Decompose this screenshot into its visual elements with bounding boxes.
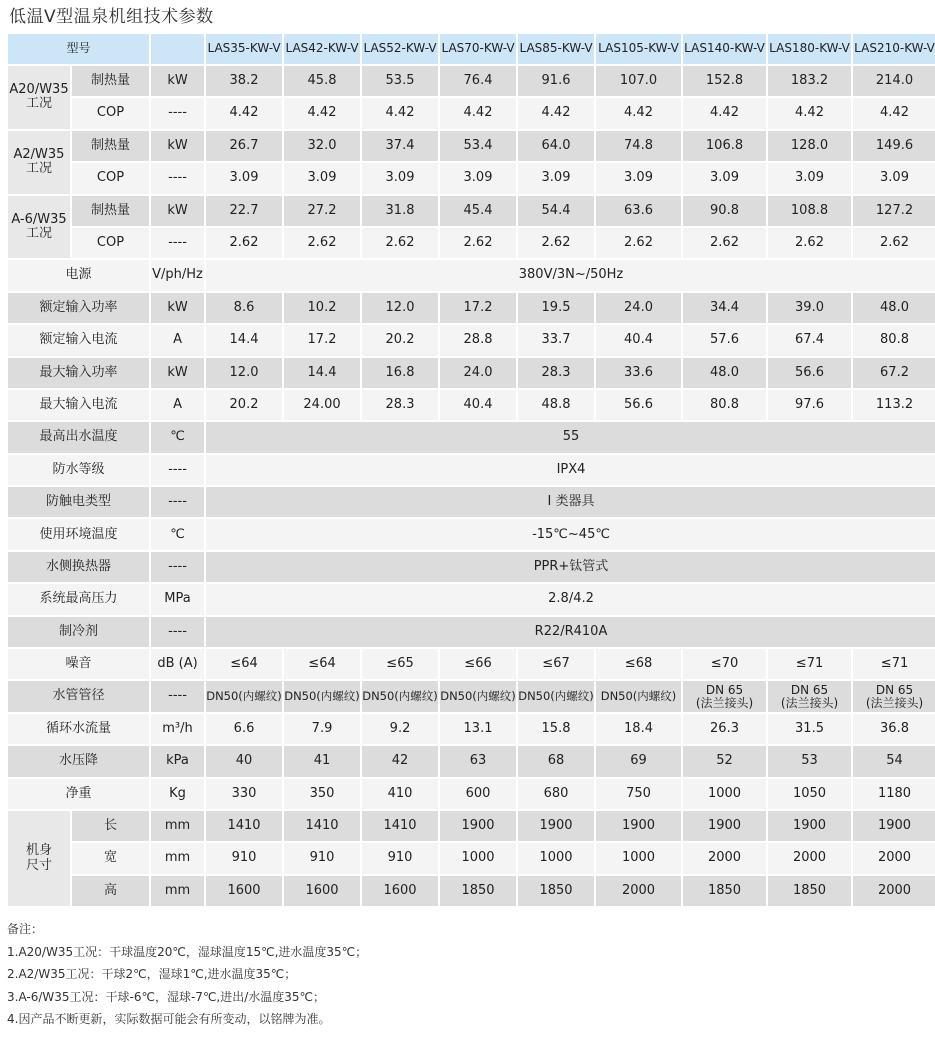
row-value: ≤66 bbox=[440, 649, 516, 679]
size-value: 1850 bbox=[518, 876, 594, 906]
size-unit: mm bbox=[151, 876, 204, 906]
size-value: 910 bbox=[206, 843, 282, 873]
note-2: 2.A2/W35工况：干球2℃，湿球1℃,进水温度35℃； bbox=[7, 967, 297, 981]
row-value: 18.4 bbox=[596, 714, 681, 744]
cop-value: 2.62 bbox=[362, 228, 438, 258]
heat-value: 27.2 bbox=[284, 196, 360, 226]
row-value: 13.1 bbox=[440, 714, 516, 744]
heat-label: 制热量 bbox=[72, 131, 149, 161]
max-power-row bbox=[8, 358, 935, 388]
row-value: 63 bbox=[440, 746, 516, 776]
heat-value: 106.8 bbox=[683, 131, 766, 161]
row-value: 67.4 bbox=[768, 325, 851, 355]
size-value: 1410 bbox=[362, 811, 438, 841]
condition-name: A2/W35 工况 bbox=[8, 131, 70, 194]
model-name: LAS70-KW-V bbox=[440, 34, 516, 64]
row-value: 33.6 bbox=[596, 358, 681, 388]
page-title: 低温V型温泉机组技术参数 bbox=[9, 7, 214, 27]
row-value: 53 bbox=[768, 746, 851, 776]
size-unit: mm bbox=[151, 843, 204, 873]
row-unit: Kg bbox=[151, 779, 204, 809]
row-value: 54 bbox=[853, 746, 935, 776]
row-value: 48.0 bbox=[683, 358, 766, 388]
heat-label: 制热量 bbox=[72, 66, 149, 96]
size-value: 1900 bbox=[853, 811, 935, 841]
cop-value: 3.09 bbox=[284, 163, 360, 193]
waterproof-row bbox=[8, 455, 935, 485]
row-value: 10.2 bbox=[284, 293, 360, 323]
size-value: 2000 bbox=[853, 843, 935, 873]
pressure-row bbox=[8, 584, 935, 614]
row-value: 113.2 bbox=[853, 390, 935, 420]
cop-value: 4.42 bbox=[440, 98, 516, 128]
row-value: ≤67 bbox=[518, 649, 594, 679]
row-label: 水侧换热器 bbox=[8, 552, 149, 582]
row-value: 67.2 bbox=[853, 358, 935, 388]
condition-heat-row bbox=[8, 66, 935, 96]
row-unit: ---- bbox=[151, 455, 204, 485]
heat-value: 53.5 bbox=[362, 66, 438, 96]
size-value: 1600 bbox=[362, 876, 438, 906]
row-label: 额定输入电流 bbox=[8, 325, 149, 355]
model-name: LAS35-KW-V bbox=[206, 34, 282, 64]
row-value: ≤71 bbox=[853, 649, 935, 679]
row-unit: ---- bbox=[151, 552, 204, 582]
cop-value: 2.62 bbox=[768, 228, 851, 258]
model-name: LAS85-KW-V bbox=[518, 34, 594, 64]
row-value: DN 65 (法兰接头) bbox=[853, 681, 935, 711]
size-value: 910 bbox=[362, 843, 438, 873]
heat-value: 32.0 bbox=[284, 131, 360, 161]
size-value: 1900 bbox=[518, 811, 594, 841]
row-label: 水管管径 bbox=[8, 681, 149, 711]
row-value: ≤65 bbox=[362, 649, 438, 679]
heat-value: 74.8 bbox=[596, 131, 681, 161]
row-value: 56.6 bbox=[768, 358, 851, 388]
model-header-label: 型号 bbox=[8, 34, 149, 64]
cop-value: 3.09 bbox=[440, 163, 516, 193]
row-label: 额定输入功率 bbox=[8, 293, 149, 323]
heat-label: 制热量 bbox=[72, 196, 149, 226]
row-value: 20.2 bbox=[362, 325, 438, 355]
heat-value: 183.2 bbox=[768, 66, 851, 96]
flow-row bbox=[8, 714, 935, 744]
cop-value: 2.62 bbox=[518, 228, 594, 258]
size-value: 1000 bbox=[440, 843, 516, 873]
row-value: 15.8 bbox=[518, 714, 594, 744]
cop-value: 3.09 bbox=[853, 163, 935, 193]
condition-name: A20/W35 工况 bbox=[8, 66, 70, 129]
pipe-row bbox=[8, 681, 935, 711]
size-value: 1900 bbox=[440, 811, 516, 841]
cop-value: 3.09 bbox=[206, 163, 282, 193]
row-value: 16.8 bbox=[362, 358, 438, 388]
model-name: LAS105-KW-V bbox=[596, 34, 681, 64]
row-value: 28.3 bbox=[518, 358, 594, 388]
heat-value: 26.7 bbox=[206, 131, 282, 161]
row-value: DN50(内螺纹) bbox=[206, 681, 282, 711]
row-unit: V/ph/Hz bbox=[151, 260, 204, 290]
row-label: 最高出水温度 bbox=[8, 422, 149, 452]
size-group-label: 机身 尺寸 bbox=[8, 811, 70, 906]
row-value: 350 bbox=[284, 779, 360, 809]
row-value: 48.8 bbox=[518, 390, 594, 420]
row-value: 52 bbox=[683, 746, 766, 776]
row-value: DN50(内螺纹) bbox=[596, 681, 681, 711]
row-value: 17.2 bbox=[440, 293, 516, 323]
row-unit: A bbox=[151, 390, 204, 420]
cop-label: COP bbox=[72, 98, 149, 128]
heat-value: 152.8 bbox=[683, 66, 766, 96]
row-value: 17.2 bbox=[284, 325, 360, 355]
size-value: 1000 bbox=[596, 843, 681, 873]
notes-title: 备注： bbox=[7, 922, 44, 936]
row-label: 制冷剂 bbox=[8, 617, 149, 647]
row-value: 55 bbox=[206, 422, 935, 452]
noise-row bbox=[8, 649, 935, 679]
row-value: 40.4 bbox=[596, 325, 681, 355]
size-value: 1900 bbox=[683, 811, 766, 841]
row-value: 56.6 bbox=[596, 390, 681, 420]
cop-label: COP bbox=[72, 163, 149, 193]
row-value: 69 bbox=[596, 746, 681, 776]
cop-value: 2.62 bbox=[440, 228, 516, 258]
heat-value: 149.6 bbox=[853, 131, 935, 161]
row-unit: ---- bbox=[151, 681, 204, 711]
row-value: 36.8 bbox=[853, 714, 935, 744]
condition-heat-row bbox=[8, 196, 935, 226]
row-value: 600 bbox=[440, 779, 516, 809]
row-value: 6.6 bbox=[206, 714, 282, 744]
size-label: 宽 bbox=[72, 843, 149, 873]
row-value: 34.4 bbox=[683, 293, 766, 323]
cop-value: 4.42 bbox=[768, 98, 851, 128]
cop-value: 2.62 bbox=[596, 228, 681, 258]
row-unit: ---- bbox=[151, 487, 204, 517]
cop-value: 4.42 bbox=[518, 98, 594, 128]
heat-value: 91.6 bbox=[518, 66, 594, 96]
row-value: 33.7 bbox=[518, 325, 594, 355]
size-value: 1600 bbox=[206, 876, 282, 906]
note-1: 1.A20/W35工况：干球温度20℃，湿球温度15℃,进水温度35℃； bbox=[7, 944, 368, 959]
size-value: 2000 bbox=[768, 843, 851, 873]
unit-header-cell bbox=[151, 34, 204, 64]
shock-row bbox=[8, 487, 935, 517]
row-value: 2.8/4.2 bbox=[206, 584, 935, 614]
row-value: 680 bbox=[518, 779, 594, 809]
row-value: 26.3 bbox=[683, 714, 766, 744]
heat-value: 64.0 bbox=[518, 131, 594, 161]
cop-value: 4.42 bbox=[362, 98, 438, 128]
cop-value: 2.62 bbox=[853, 228, 935, 258]
model-name: LAS140-KW-V bbox=[683, 34, 766, 64]
row-value: DN50(内螺纹) bbox=[518, 681, 594, 711]
row-value: 24.0 bbox=[440, 358, 516, 388]
note-3: 3.A-6/W35工况：干球-6℃，湿球-7℃,进出/水温度35℃； bbox=[7, 989, 326, 1004]
row-unit: kPa bbox=[151, 746, 204, 776]
exchanger-row bbox=[8, 552, 935, 582]
cop-unit: ---- bbox=[151, 163, 204, 193]
cop-value: 4.42 bbox=[596, 98, 681, 128]
heat-unit: kW bbox=[151, 131, 204, 161]
row-label: 噪音 bbox=[8, 649, 149, 679]
size-value: 1850 bbox=[768, 876, 851, 906]
notes bbox=[7, 918, 367, 1031]
size-value: 1900 bbox=[596, 811, 681, 841]
cop-value: 4.42 bbox=[206, 98, 282, 128]
row-value: ≤64 bbox=[206, 649, 282, 679]
condition-heat-row bbox=[8, 131, 935, 161]
row-unit: kW bbox=[151, 293, 204, 323]
heat-value: 128.0 bbox=[768, 131, 851, 161]
row-value: 24.0 bbox=[596, 293, 681, 323]
row-value: 97.6 bbox=[768, 390, 851, 420]
row-value: 20.2 bbox=[206, 390, 282, 420]
size-value: 1410 bbox=[206, 811, 282, 841]
heat-value: 127.2 bbox=[853, 196, 935, 226]
size-value: 1850 bbox=[440, 876, 516, 906]
condition-cop-row bbox=[8, 228, 935, 258]
heat-unit: kW bbox=[151, 196, 204, 226]
size-value: 1600 bbox=[284, 876, 360, 906]
cop-value: 4.42 bbox=[284, 98, 360, 128]
row-unit: dB (A) bbox=[151, 649, 204, 679]
rated-current-row bbox=[8, 325, 935, 355]
heat-value: 31.8 bbox=[362, 196, 438, 226]
cop-value: 3.09 bbox=[683, 163, 766, 193]
cop-value: 4.42 bbox=[683, 98, 766, 128]
spec-table bbox=[6, 32, 935, 908]
cop-value: 3.09 bbox=[518, 163, 594, 193]
heat-value: 38.2 bbox=[206, 66, 282, 96]
row-value: 57.6 bbox=[683, 325, 766, 355]
row-value: DN50(内螺纹) bbox=[284, 681, 360, 711]
row-value: 24.00 bbox=[284, 390, 360, 420]
row-label: 电源 bbox=[8, 260, 149, 290]
row-unit: ℃ bbox=[151, 422, 204, 452]
row-value: 1180 bbox=[853, 779, 935, 809]
cop-value: 4.42 bbox=[853, 98, 935, 128]
row-label: 系统最高压力 bbox=[8, 584, 149, 614]
model-name: LAS52-KW-V bbox=[362, 34, 438, 64]
row-value: 41 bbox=[284, 746, 360, 776]
row-unit: MPa bbox=[151, 584, 204, 614]
heat-value: 63.6 bbox=[596, 196, 681, 226]
row-value: 9.2 bbox=[362, 714, 438, 744]
row-value: DN50(内螺纹) bbox=[440, 681, 516, 711]
cop-value: 2.62 bbox=[683, 228, 766, 258]
condition-name: A-6/W35 工况 bbox=[8, 196, 70, 259]
row-label: 最大输入功率 bbox=[8, 358, 149, 388]
row-value: 80.8 bbox=[853, 325, 935, 355]
row-value: DN 65 (法兰接头) bbox=[683, 681, 766, 711]
row-value: 48.0 bbox=[853, 293, 935, 323]
cop-value: 2.62 bbox=[284, 228, 360, 258]
rated-power-row bbox=[8, 293, 935, 323]
heat-value: 37.4 bbox=[362, 131, 438, 161]
row-value: 14.4 bbox=[284, 358, 360, 388]
row-value: -15℃~45℃ bbox=[206, 519, 935, 549]
heat-unit: kW bbox=[151, 66, 204, 96]
size-row bbox=[8, 876, 935, 906]
row-value: R22/R410A bbox=[206, 617, 935, 647]
cop-label: COP bbox=[72, 228, 149, 258]
size-row bbox=[8, 811, 935, 841]
size-unit: mm bbox=[151, 811, 204, 841]
row-unit: ---- bbox=[151, 617, 204, 647]
row-label: 使用环境温度 bbox=[8, 519, 149, 549]
row-value: PPR+钛管式 bbox=[206, 552, 935, 582]
row-value: ≤64 bbox=[284, 649, 360, 679]
size-value: 2000 bbox=[853, 876, 935, 906]
row-value: 28.3 bbox=[362, 390, 438, 420]
heat-value: 214.0 bbox=[853, 66, 935, 96]
row-value: 330 bbox=[206, 779, 282, 809]
heat-value: 45.4 bbox=[440, 196, 516, 226]
row-value: 1050 bbox=[768, 779, 851, 809]
row-value: 39.0 bbox=[768, 293, 851, 323]
heat-value: 53.4 bbox=[440, 131, 516, 161]
row-value: 31.5 bbox=[768, 714, 851, 744]
size-value: 910 bbox=[284, 843, 360, 873]
refrigerant-row bbox=[8, 617, 935, 647]
row-value: I 类器具 bbox=[206, 487, 935, 517]
cop-unit: ---- bbox=[151, 228, 204, 258]
row-value: 12.0 bbox=[362, 293, 438, 323]
row-label: 循环水流量 bbox=[8, 714, 149, 744]
row-value: 40.4 bbox=[440, 390, 516, 420]
row-value: 750 bbox=[596, 779, 681, 809]
row-value: 1000 bbox=[683, 779, 766, 809]
row-label: 最大输入电流 bbox=[8, 390, 149, 420]
row-value: IPX4 bbox=[206, 455, 935, 485]
row-label: 水压降 bbox=[8, 746, 149, 776]
size-value: 2000 bbox=[596, 876, 681, 906]
max-temp-row bbox=[8, 422, 935, 452]
row-label: 防触电类型 bbox=[8, 487, 149, 517]
size-value: 2000 bbox=[683, 843, 766, 873]
weight-row bbox=[8, 779, 935, 809]
condition-cop-row bbox=[8, 98, 935, 128]
row-value: 410 bbox=[362, 779, 438, 809]
size-row bbox=[8, 843, 935, 873]
row-label: 防水等级 bbox=[8, 455, 149, 485]
row-value: ≤68 bbox=[596, 649, 681, 679]
row-value: ≤71 bbox=[768, 649, 851, 679]
size-label: 高 bbox=[72, 876, 149, 906]
note-4: 4.因产品不断更新，实际数据可能会有所变动，以铭牌为准。 bbox=[7, 1012, 331, 1026]
row-value: ≤70 bbox=[683, 649, 766, 679]
row-label: 净重 bbox=[8, 779, 149, 809]
heat-value: 45.8 bbox=[284, 66, 360, 96]
cop-unit: ---- bbox=[151, 98, 204, 128]
size-value: 1410 bbox=[284, 811, 360, 841]
model-name: LAS210-KW-V bbox=[853, 34, 935, 64]
row-value: 40 bbox=[206, 746, 282, 776]
row-value: 8.6 bbox=[206, 293, 282, 323]
power-row bbox=[8, 260, 935, 290]
heat-value: 54.4 bbox=[518, 196, 594, 226]
size-value: 1900 bbox=[768, 811, 851, 841]
row-value: 80.8 bbox=[683, 390, 766, 420]
row-value: 12.0 bbox=[206, 358, 282, 388]
heat-value: 90.8 bbox=[683, 196, 766, 226]
drop-row bbox=[8, 746, 935, 776]
heat-value: 22.7 bbox=[206, 196, 282, 226]
row-value: 19.5 bbox=[518, 293, 594, 323]
max-current-row bbox=[8, 390, 935, 420]
row-value: 7.9 bbox=[284, 714, 360, 744]
heat-value: 107.0 bbox=[596, 66, 681, 96]
row-unit: kW bbox=[151, 358, 204, 388]
row-value: 14.4 bbox=[206, 325, 282, 355]
env-temp-row bbox=[8, 519, 935, 549]
row-value: 28.8 bbox=[440, 325, 516, 355]
cop-value: 3.09 bbox=[362, 163, 438, 193]
size-value: 1000 bbox=[518, 843, 594, 873]
cop-value: 3.09 bbox=[596, 163, 681, 193]
row-unit: m³/h bbox=[151, 714, 204, 744]
row-value: 68 bbox=[518, 746, 594, 776]
cop-value: 3.09 bbox=[768, 163, 851, 193]
cop-value: 2.62 bbox=[206, 228, 282, 258]
size-value: 1850 bbox=[683, 876, 766, 906]
size-label: 长 bbox=[72, 811, 149, 841]
model-name: LAS42-KW-V bbox=[284, 34, 360, 64]
row-unit: ℃ bbox=[151, 519, 204, 549]
row-unit: A bbox=[151, 325, 204, 355]
model-name: LAS180-KW-V bbox=[768, 34, 851, 64]
row-value: 42 bbox=[362, 746, 438, 776]
header-row bbox=[8, 34, 935, 64]
row-value: 380V/3N~/50Hz bbox=[206, 260, 935, 290]
heat-value: 108.8 bbox=[768, 196, 851, 226]
row-value: DN 65 (法兰接头) bbox=[768, 681, 851, 711]
condition-cop-row bbox=[8, 163, 935, 193]
heat-value: 76.4 bbox=[440, 66, 516, 96]
row-value: DN50(内螺纹) bbox=[362, 681, 438, 711]
